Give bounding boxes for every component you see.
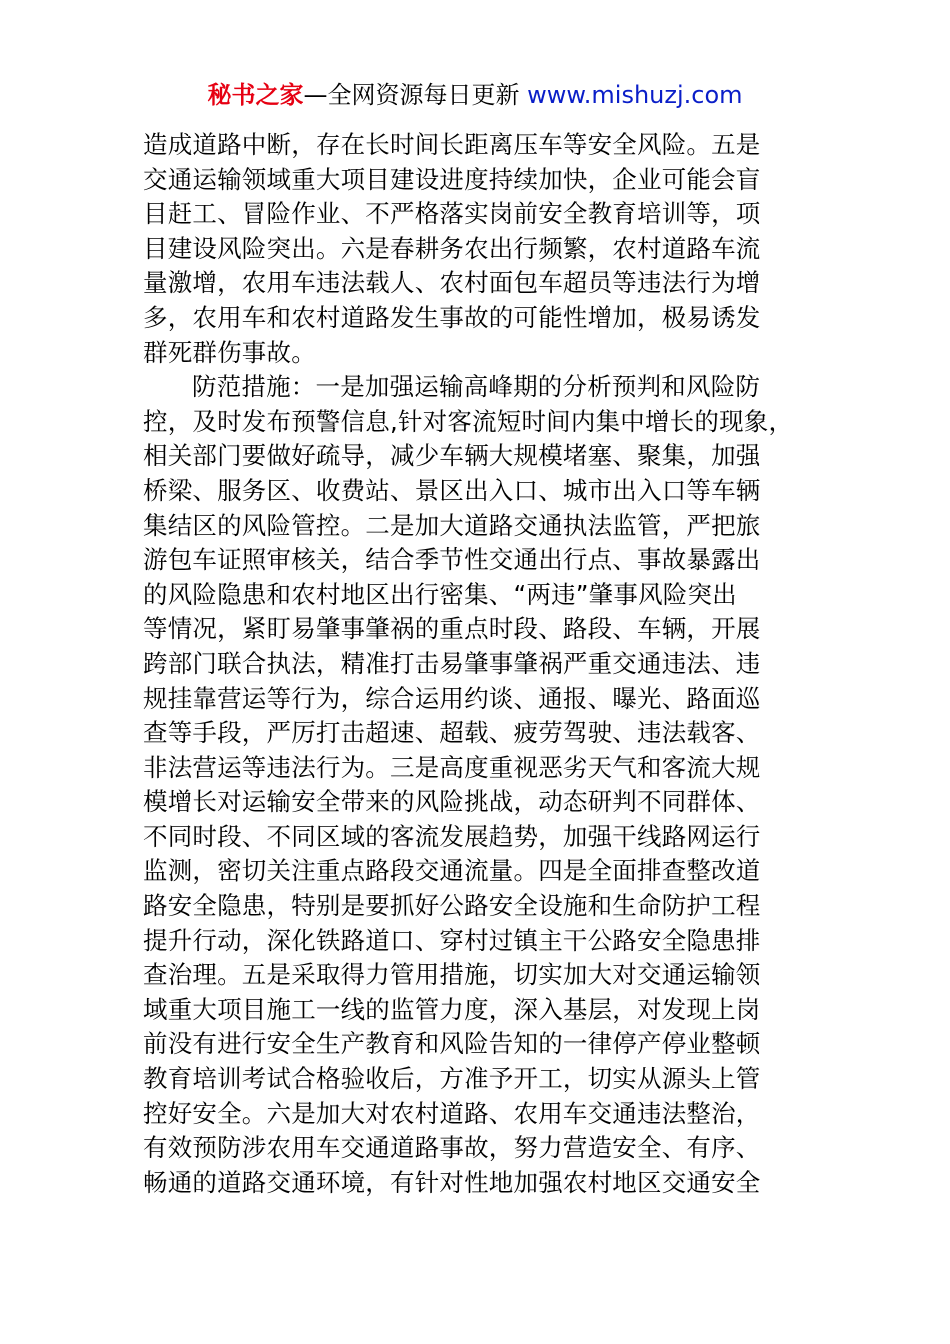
text-line: 监测，密切关注重点路段交通流量。四是全面排查整改道 <box>143 856 761 886</box>
text-line: 目建设风险突出。六是春耕务农出行频繁，农村道路车流 <box>143 233 761 263</box>
text-line: 防范措施：一是加强运输高峰期的分析预判和风险防 <box>192 372 761 402</box>
text-line: 查等手段，严厉打击超速、超载、疲劳驾驶、违法载客、 <box>143 718 761 748</box>
text-line: 多，农用车和农村道路发生事故的可能性增加，极易诱发 <box>143 302 761 332</box>
text-line: 游包车证照审核关，结合季节性交通出行点、事故暴露出 <box>143 545 761 575</box>
text-line: 前没有进行安全生产教育和风险告知的一律停产停业整顿 <box>143 1029 761 1059</box>
text-line: 畅通的道路交通环境，有针对性地加强农村地区交通安全 <box>143 1167 761 1197</box>
text-line: 非法营运等违法行为。三是高度重视恶劣天气和客流大规 <box>143 752 761 782</box>
text-line: 查治理。五是采取得力管用措施，切实加大对交通运输领 <box>143 960 761 990</box>
paragraph-risks <box>143 128 813 370</box>
text-line: 提升行动，深化铁路道口、穿村过镇主干公路安全隐患排 <box>143 925 761 955</box>
text-line: 模增长对运输安全带来的风险挑战，动态研判不同群体、 <box>143 787 761 817</box>
text-line: 量激增，农用车违法载人、农村面包车超员等违法行为增 <box>143 268 761 298</box>
text-line: 的风险隐患和农村地区出行密集、“两违”肇事风险突出 <box>143 579 737 609</box>
document-body <box>143 128 813 1200</box>
brand-name: 秘书之家 <box>207 81 304 109</box>
paragraph-measures <box>143 370 813 1200</box>
text-line: 相关部门要做好疏导，减少车辆大规模堵塞、聚集，加强 <box>143 441 761 471</box>
text-line: 桥梁、服务区、收费站、景区出入口、城市出入口等车辆 <box>143 475 761 505</box>
text-line: 跨部门联合执法，精准打击易肇事肇祸严重交通违法、违 <box>143 648 761 678</box>
text-line: 规挂靠营运等行为，综合运用约谈、通报、曝光、路面巡 <box>143 683 761 713</box>
text-line: 控，及时发布预警信息,针对客流短时间内集中增长的现象， <box>143 406 794 436</box>
text-line: 交通运输领域重大项目建设进度持续加快，企业可能会盲 <box>143 164 761 194</box>
text-line: 有效预防涉农用车交通道路事故，努力营造安全、有序、 <box>143 1133 761 1163</box>
text-line: 群死群伤事故。 <box>143 337 316 367</box>
text-line: 教育培训考试合格验收后，方准予开工，切实从源头上管 <box>143 1064 761 1094</box>
text-line: 造成道路中断，存在长时间长距离压车等安全风险。五是 <box>143 130 761 159</box>
header-slogan: —全网资源每日更新 <box>303 81 520 109</box>
text-line: 集结区的风险管控。二是加大道路交通执法监管，严把旅 <box>143 510 761 540</box>
text-line: 路安全隐患，特别是要抓好公路安全设施和生命防护工程 <box>143 891 761 921</box>
text-line: 目赶工、冒险作业、不严格落实岗前安全教育培训等，项 <box>143 199 761 229</box>
text-line: 等情况，紧盯易肇事肇祸的重点时段、路段、车辆，开展 <box>143 614 761 644</box>
text-line: 控好安全。六是加大对农村道路、农用车交通违法整治， <box>143 1098 761 1128</box>
site-header <box>0 78 950 112</box>
text-line: 域重大项目施工一线的监管力度，深入基层，对发现上岗 <box>143 994 761 1024</box>
site-url-link[interactable]: www.mishuzj.com <box>527 81 743 109</box>
text-line: 不同时段、不同区域的客流发展趋势，加强干线路网运行 <box>143 821 761 851</box>
